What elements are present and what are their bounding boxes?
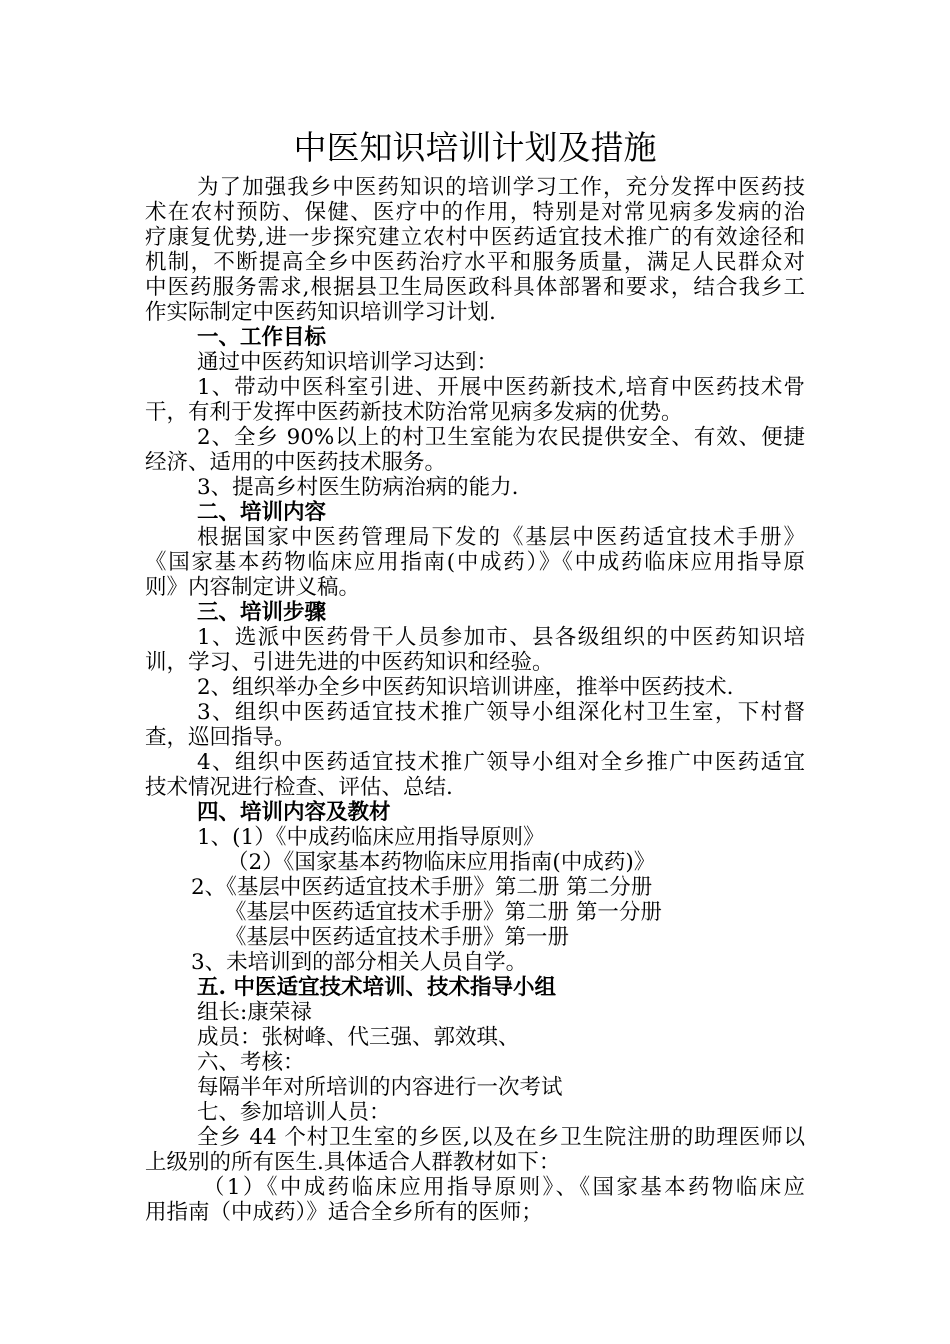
text-line: 通过中医药知识培训学习达到： (197, 350, 499, 375)
text-line: 组长:康荣禄 (197, 1000, 312, 1025)
section-heading: 三、培训步骤 (197, 600, 327, 625)
text-line: 查，巡回指导。 (145, 725, 296, 750)
text-line: 2、全乡 90%以上的村卫生室能为农民提供安全、有效、便捷 (197, 425, 805, 450)
text-line: 《基层中医药适宜技术手册》第二册 第一分册 (225, 900, 662, 925)
text-line: 技术情况进行检查、评估、总结. (145, 775, 453, 800)
text-line: 根据国家中医药管理局下发的《基层中医药适宜技术手册》 (197, 525, 805, 550)
section-heading: 四、培训内容及教材 (197, 800, 391, 825)
text-line: 1、选派中医药骨干人员参加市、县各级组织的中医药知识培 (197, 625, 805, 650)
text-line: 用指南（中成药）》适合全乡所有的医师； (145, 1200, 543, 1225)
text-line: 疗康复优势,进一步探究建立农村中医药适宜技术推广的有效途径和 (145, 225, 805, 250)
text-line: 干，有利于发挥中医药新技术防治常见病多发病的优势。 (145, 400, 683, 425)
text-line: 《基层中医药适宜技术手册》第一册 (225, 925, 570, 950)
text-line: 3、提高乡村医生防病治病的能力. (197, 475, 519, 500)
text-line: 2、组织举办全乡中医药知识培训讲座，推举中医药技术. (197, 675, 734, 700)
text-line: 《国家基本药物临床应用指南(中成药）》《中成药临床应用指导原 (145, 550, 805, 575)
text-line: 七、参加培训人员： (197, 1100, 391, 1125)
text-line: 4、组织中医药适宜技术推广领导小组对全乡推广中医药适宜 (197, 750, 805, 775)
text-line: 训，学习、引进先进的中医药知识和经验。 (145, 650, 554, 675)
text-line: 为了加强我乡中医药知识的培训学习工作，充分发挥中医药技 (197, 175, 805, 200)
text-line: 术在农村预防、保健、医疗中的作用，特别是对常见病多发病的治 (145, 200, 805, 225)
text-line: 成员：张树峰、代三强、郭效琪、 (197, 1025, 520, 1050)
text-line: 六、考核： (197, 1050, 305, 1075)
text-line: 2、《基层中医药适宜技术手册》第二册 第二分册 (191, 875, 653, 900)
text-line: 3、组织中医药适宜技术推广领导小组深化村卫生室，下村督 (197, 700, 805, 725)
section-heading: 二、培训内容 (197, 500, 327, 525)
text-line: 机制，不断提高全乡中医药治疗水平和服务质量，满足人民群众对 (145, 250, 805, 275)
text-line: 经济、适用的中医药技术服务。 (145, 450, 447, 475)
section-heading: 一、工作目标 (197, 325, 327, 350)
text-line: 全乡 44 个村卫生室的乡医,以及在乡卫生院注册的助理医师以 (197, 1125, 805, 1150)
text-line: （1）《中成药临床应用指导原则》、《国家基本药物临床应 (203, 1175, 805, 1200)
text-line: 中医药服务需求,根据县卫生局医政科具体部署和要求，结合我乡工 (145, 275, 805, 300)
text-line: 则》内容制定讲义稿。 (145, 575, 361, 600)
text-line: 3、未培训到的部分相关人员自学。 (191, 950, 528, 975)
text-line: 作实际制定中医药知识培训学习计划. (145, 300, 496, 325)
text-line: 每隔半年对所培训的内容进行一次考试 (197, 1075, 563, 1100)
text-line: 1、(1）《中成药临床应用指导原则》 (197, 825, 545, 850)
section-heading: 五. 中医适宜技术培训、技术指导小组 (197, 975, 556, 1000)
text-line: 上级别的所有医生.具体适合人群教材如下： (145, 1150, 561, 1175)
text-line: （2）《国家基本药物临床应用指南(中成药)》 (227, 850, 656, 875)
text-line: 1、带动中医科室引进、开展中医药新技术,培育中医药技术骨 (197, 375, 805, 400)
document-title: 中医知识培训计划及措施 (293, 128, 657, 167)
